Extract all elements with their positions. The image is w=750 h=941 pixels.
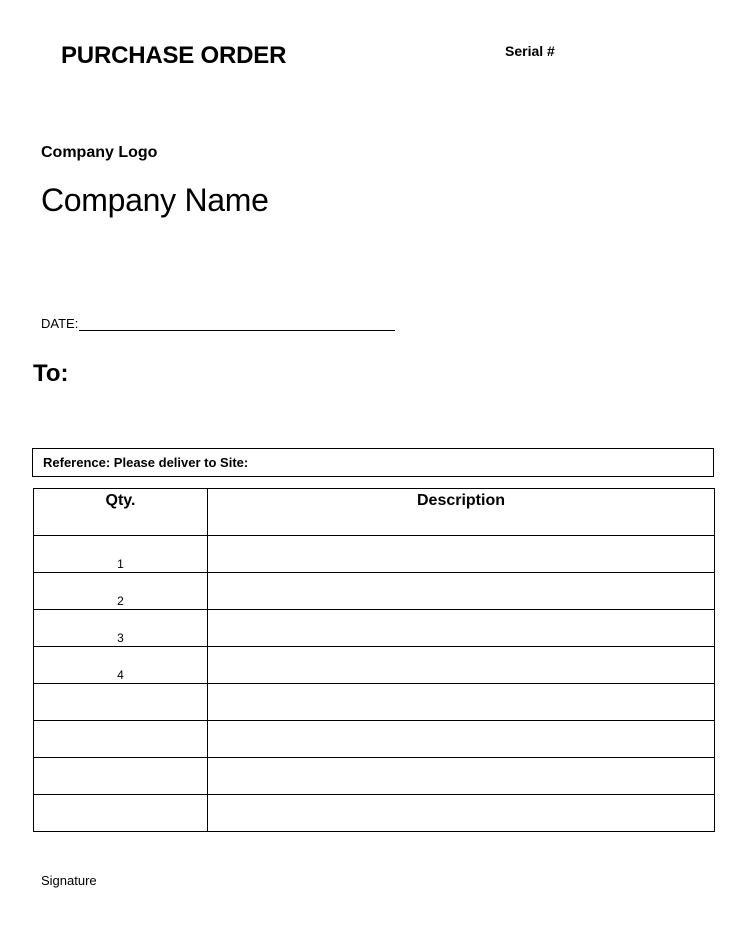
company-logo-placeholder: Company Logo [41,144,158,161]
description-cell [208,573,715,610]
qty-cell [34,721,208,758]
qty-cell [34,758,208,795]
qty-cell: 3 [34,610,208,647]
column-header-qty: Qty. [34,489,208,536]
description-cell [208,536,715,573]
document-title: PURCHASE ORDER [61,42,287,69]
date-field [41,316,395,331]
table-row [34,684,715,721]
description-cell [208,721,715,758]
qty-cell: 1 [34,536,208,573]
table-row [34,647,715,684]
table-row [34,795,715,832]
qty-cell [34,795,208,832]
table-row [34,721,715,758]
reference-box [32,448,714,477]
date-blank-line [79,317,395,331]
table-row [34,573,715,610]
serial-number-label: Serial # [505,43,555,59]
qty-cell: 4 [34,647,208,684]
order-items-table [33,488,715,832]
description-cell [208,758,715,795]
description-cell [208,647,715,684]
table-row [34,610,715,647]
qty-cell [34,684,208,721]
table-row [34,758,715,795]
description-cell [208,684,715,721]
recipient-label: To: [33,360,69,387]
company-name: Company Name [41,182,269,218]
description-cell [208,795,715,832]
reference-text: Reference: Please deliver to Site: [43,455,249,470]
table-row [34,536,715,573]
table-header-row [34,489,715,536]
column-header-description: Description [208,489,715,536]
qty-cell: 2 [34,573,208,610]
signature-label: Signature [41,873,97,888]
date-label: DATE: [41,316,79,331]
description-cell [208,610,715,647]
